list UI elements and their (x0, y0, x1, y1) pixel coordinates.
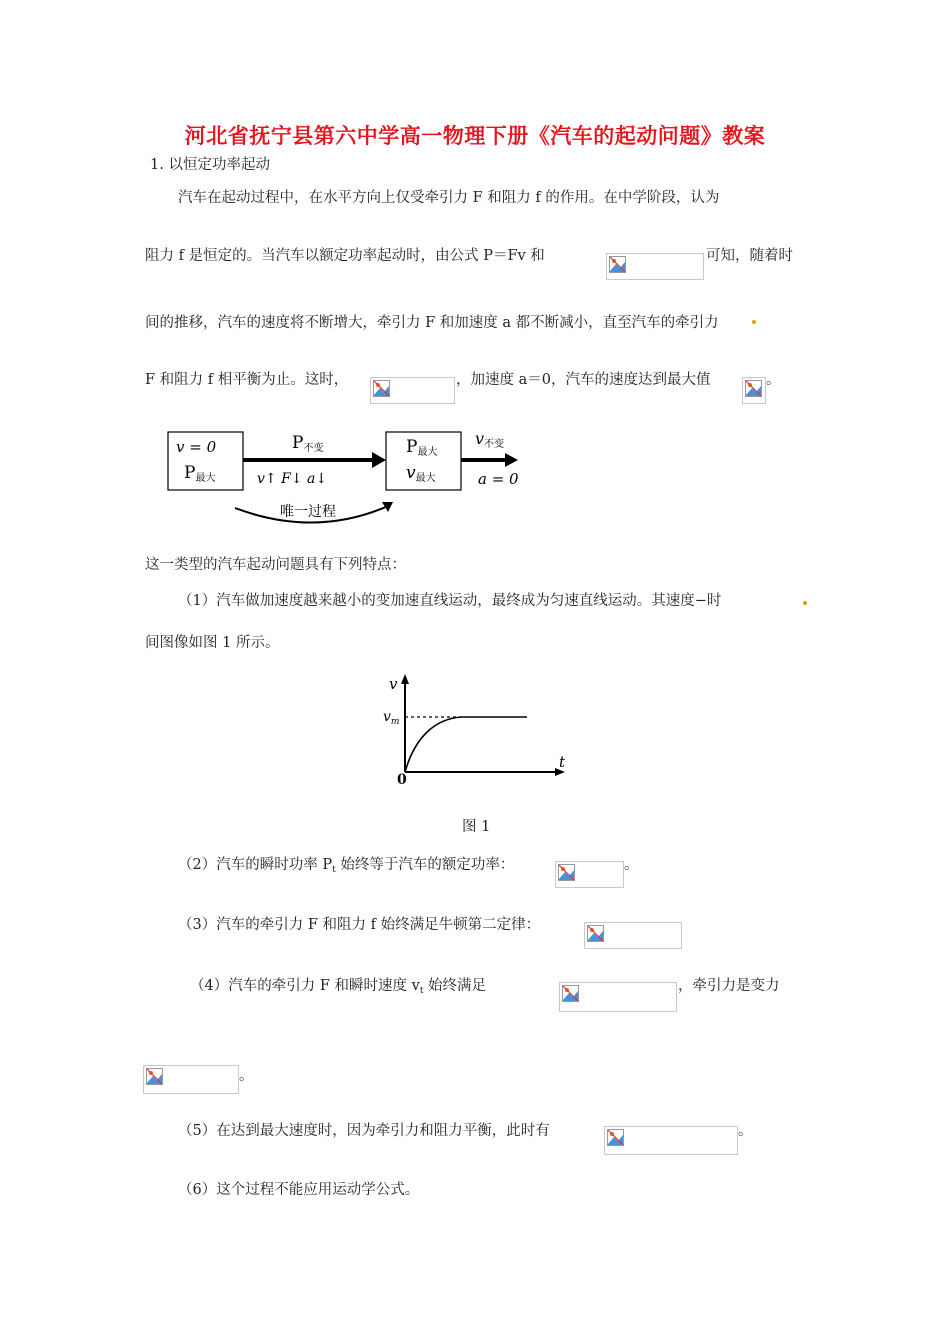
formula-image-placeholder (604, 1126, 738, 1155)
section-heading: 1. 以恒定功率起动 (150, 157, 270, 173)
document-title: 河北省抚宁县第六中学高一物理下册《汽车的起动问题》教案 (184, 123, 766, 148)
graph-origin-label: 0 (397, 772, 407, 788)
formula-image-placeholder (606, 253, 704, 280)
marker-dot (803, 601, 807, 605)
exit-arrow-head (505, 453, 518, 467)
features-intro: 这一类型的汽车起动问题具有下列特点： (145, 557, 406, 573)
box1-power-label: P最大 (184, 463, 216, 484)
formula-image-placeholder (742, 377, 766, 404)
formula-image-placeholder (143, 1065, 239, 1094)
broken-image-icon (745, 380, 762, 397)
item-4-end: ，牵引力是变力 (678, 978, 780, 994)
formula-image-placeholder (370, 377, 455, 404)
velocity-curve (405, 717, 527, 772)
arrow-top-label: P不变 (292, 433, 324, 454)
item-3-text: （3）汽车的牵引力 F 和阻力 f 始终满足牛顿第二定律： (178, 917, 541, 933)
y-axis-arrow (401, 674, 409, 684)
para-line-1: 汽车在起动过程中，在水平方向上仅受牵引力 F 和阻力 f 的作用。在中学阶段，认为 (178, 190, 720, 206)
process-flow-diagram (160, 420, 530, 530)
item-1-line-2: 间图像如图 1 所示。 (145, 635, 280, 651)
para-line-4-end: 。 (766, 372, 781, 388)
broken-image-icon (609, 256, 626, 273)
item-1-line-1: （1）汽车做加速度越来越小的变加速直线运动，最终成为匀速直线运动。其速度−时 (178, 593, 722, 609)
main-arrow-head (372, 452, 386, 468)
broken-image-icon (373, 380, 390, 397)
para-line-2: 阻力 f 是恒定的。当汽车以额定功率起动时，由公式 P＝Fv 和 (145, 248, 545, 264)
marker-dot (752, 320, 756, 324)
arrow-bottom-label: v↑ F↓ a↓ (257, 471, 328, 487)
item-2-text: （2）汽车的瞬时功率 $P_t$ 始终等于汽车的额定功率： (178, 857, 515, 875)
para-line-4: F 和阻力 f 相平衡为止。这时， (145, 372, 349, 388)
item-2-end: 。 (624, 857, 639, 873)
broken-image-icon (562, 985, 579, 1002)
item-6-text: （6）这个过程不能应用运动学公式。 (178, 1182, 420, 1198)
para-line-3: 间的推移，汽车的速度将不断增大，牵引力 F 和加速度 a 都不断减小，直至汽车的牵引力 (145, 315, 719, 331)
item-5-end: 。 (738, 1123, 753, 1139)
item-5-text: （5）在达到最大速度时，因为牵引力和阻力平衡，此时有 (178, 1123, 550, 1139)
box2-power-label: P最大 (406, 437, 438, 458)
graph-vm-label: $v_m$ (383, 709, 400, 727)
para-line-4-mid: ，加速度 a＝0，汽车的速度达到最大值 (456, 372, 711, 388)
para-line-2-tail: 可知，随着时 (706, 248, 793, 264)
formula-image-placeholder (555, 861, 624, 888)
graph-y-label: v (389, 675, 398, 693)
box1-velocity-label: v = 0 (176, 438, 217, 456)
process-curve-label: 唯一过程 (280, 504, 336, 520)
formula-image-placeholder (559, 982, 677, 1012)
broken-image-icon (146, 1068, 163, 1085)
formula-image-placeholder (584, 922, 682, 949)
item-4-text: （4）汽车的牵引力 F 和瞬时速度 $v_t$ 始终满足 (190, 978, 487, 996)
graph-x-label: t (559, 753, 566, 771)
figure-caption: 图 1 (462, 819, 491, 835)
right-top-label: v不变 (475, 429, 505, 450)
broken-image-icon (587, 925, 604, 942)
broken-image-icon (607, 1129, 624, 1146)
broken-image-icon (558, 864, 575, 881)
velocity-time-graph (375, 672, 575, 790)
item-4-tail: 。 (239, 1068, 254, 1084)
box2-velocity-label: v最大 (406, 463, 436, 484)
right-bottom-label: a = 0 (478, 470, 519, 488)
